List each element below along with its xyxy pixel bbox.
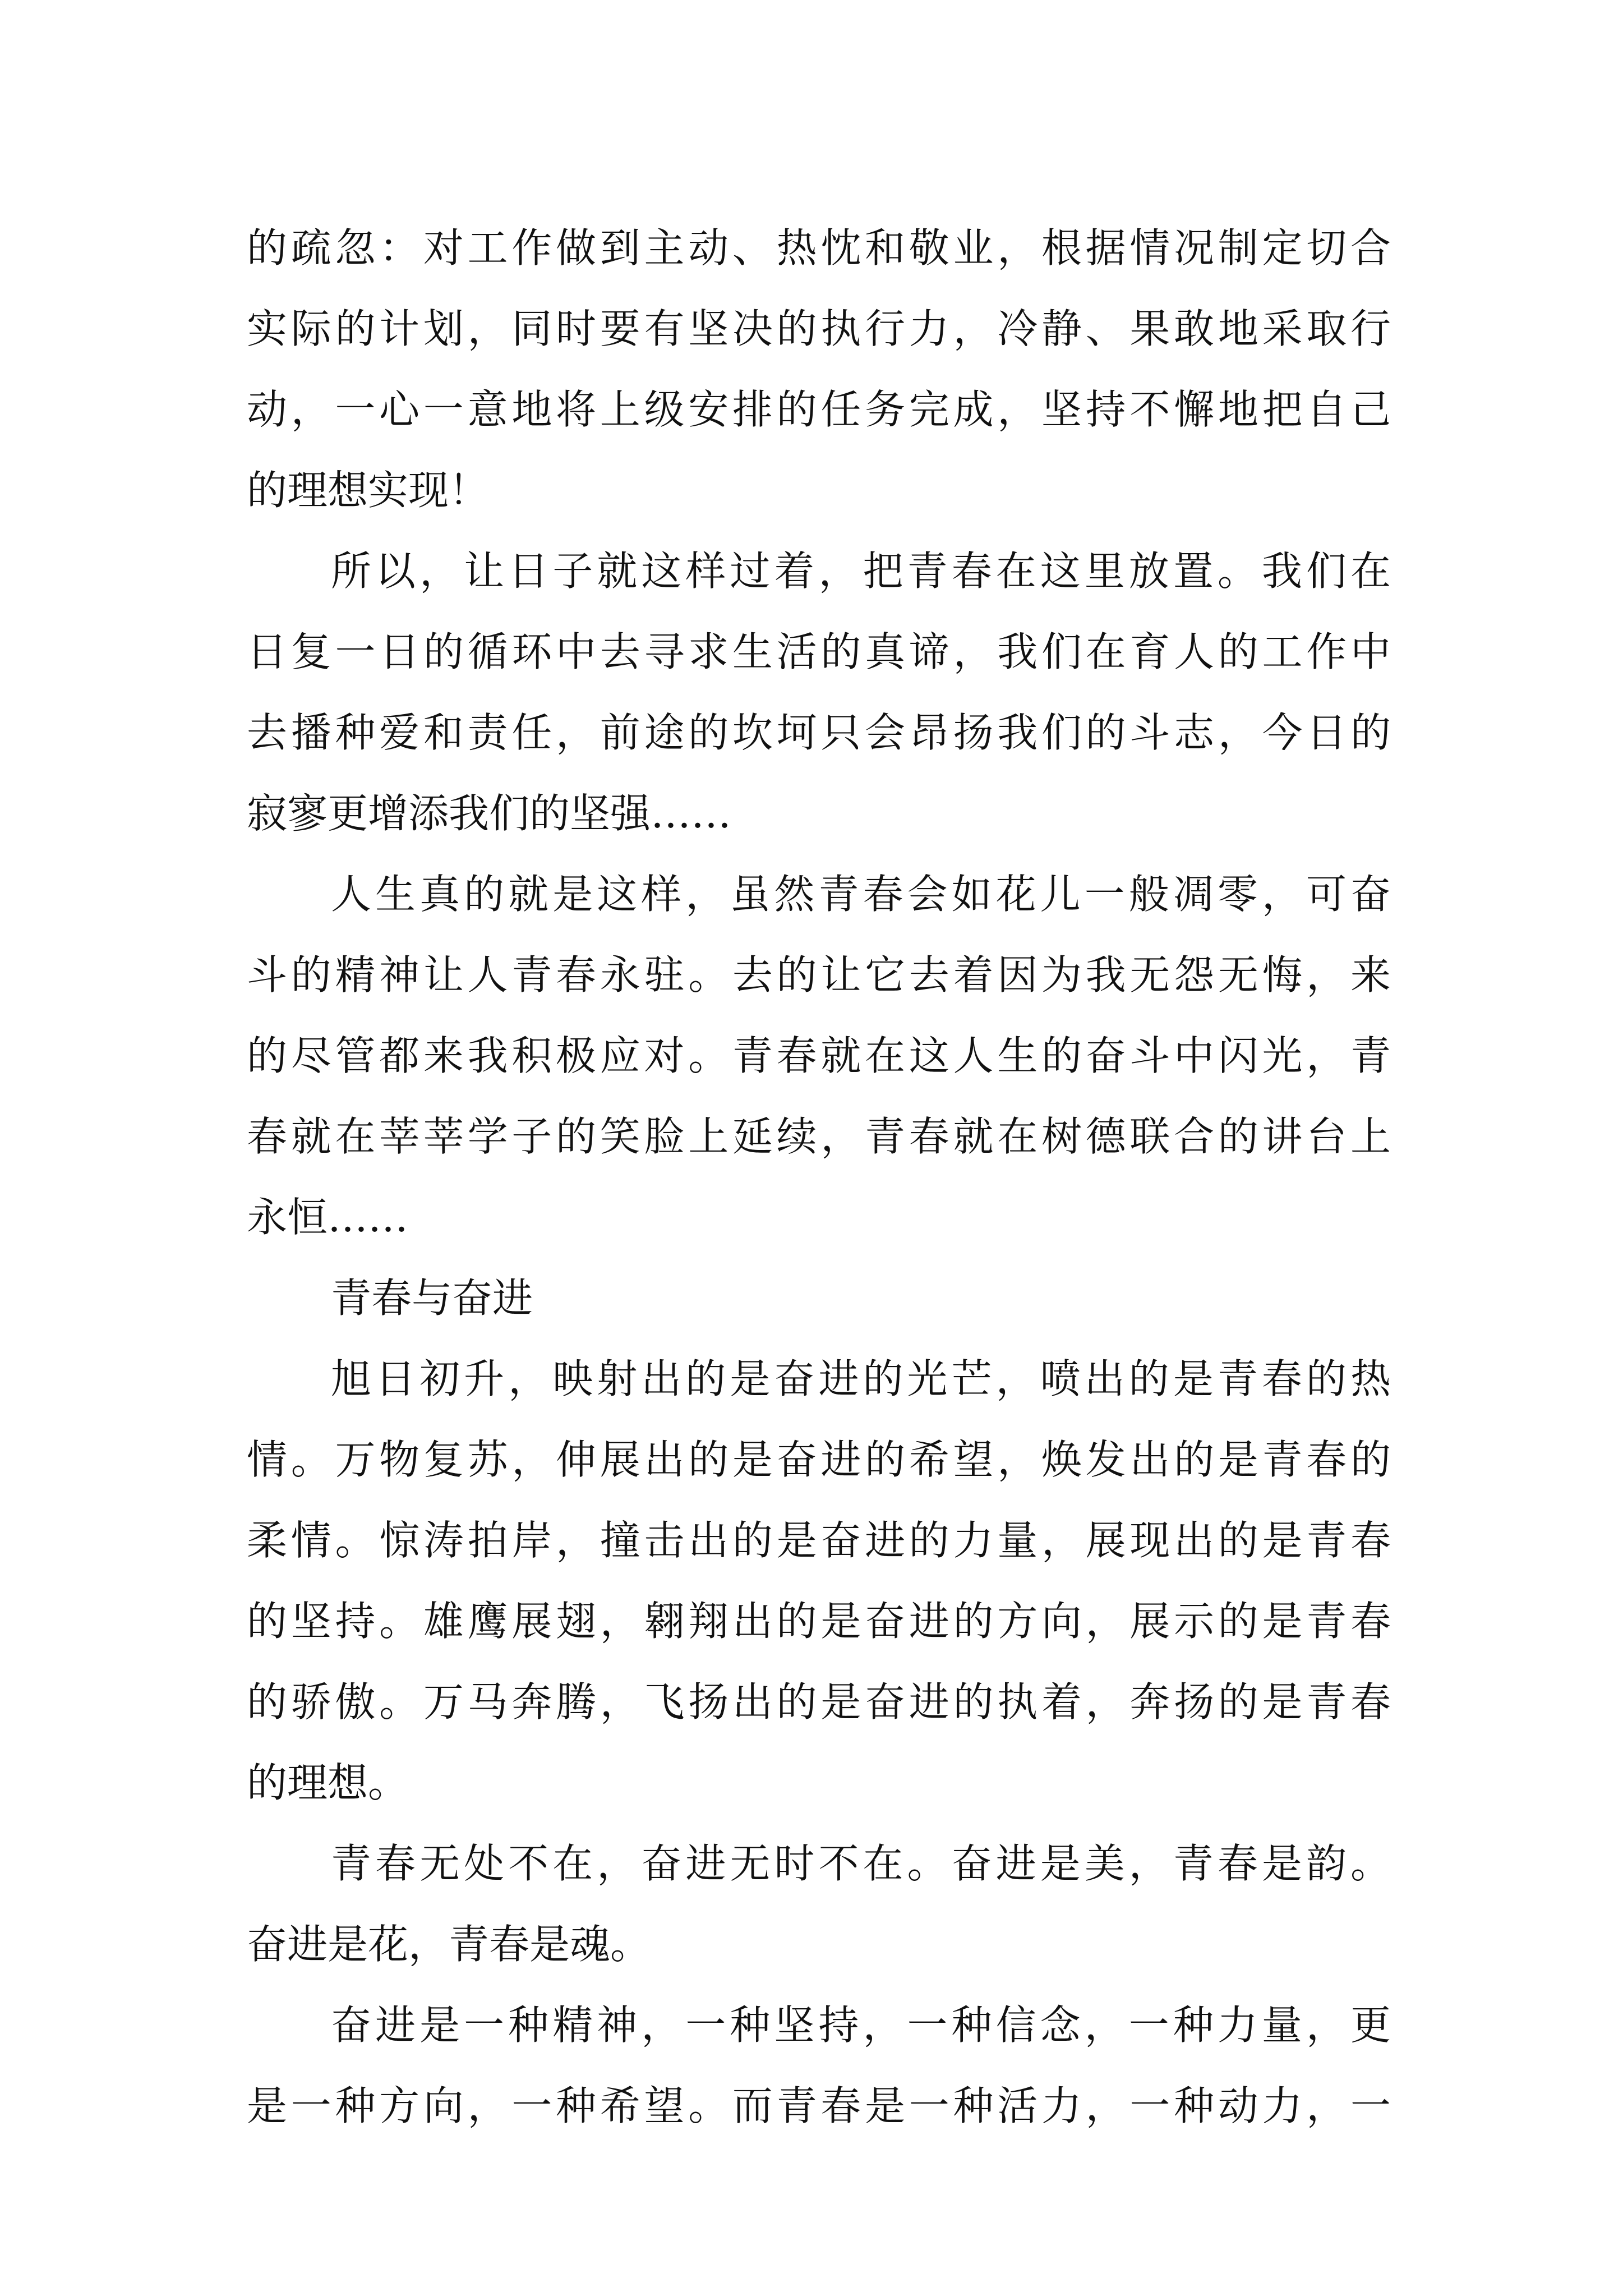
text-line: 春就在莘莘学子的笑脸上延续，青春就在树德联合的讲台上 — [247, 1113, 1391, 1160]
text-line: 所以，让日子就这样过着，把青春在这里放置。我们在 — [331, 547, 1391, 595]
text-line: 去播种爱和责任，前途的坎坷只会昂扬我们的斗志，今日的 — [247, 709, 1391, 756]
text-line: 奋进是花，青春是魂。 — [247, 1921, 651, 1968]
body-text — [247, 208, 1391, 2146]
text-line: 永恒…… — [247, 1194, 409, 1241]
text-line: 柔情。惊涛拍岸，撞击出的是奋进的力量，展现出的是青春 — [247, 1517, 1391, 1564]
text-line: 情。万物复苏，伸展出的是奋进的希望，焕发出的是青春的 — [247, 1436, 1391, 1483]
text-line: 人生真的就是这样，虽然青春会如花儿一般凋零，可奋 — [331, 871, 1391, 918]
text-line: 奋进是一种精神，一种坚持，一种信念，一种力量，更 — [331, 2001, 1391, 2049]
text-line: 旭日初升，映射出的是奋进的光芒，喷出的是青春的热 — [331, 1355, 1391, 1402]
text-line: 的疏忽：对工作做到主动、热忱和敬业，根据情况制定切合 — [247, 224, 1391, 272]
text-line: 青春无处不在，奋进无时不在。奋进是美，青春是韵。 — [331, 1840, 1391, 1887]
text-line: 的理想。 — [247, 1759, 409, 1806]
section-heading: 青春与奋进 — [331, 1274, 533, 1322]
text-line: 实际的计划，同时要有坚决的执行力，冷静、果敢地采取行 — [247, 305, 1391, 352]
text-line: 寂寥更增添我们的坚强…… — [247, 790, 732, 837]
text-line: 的尽管都来我积极应对。青春就在这人生的奋斗中闪光，青 — [247, 1032, 1391, 1079]
text-line: 的理想实现！ — [247, 467, 490, 514]
text-line: 动，一心一意地将上级安排的任务完成，坚持不懈地把自己 — [247, 386, 1391, 433]
text-line: 的骄傲。万马奔腾，飞扬出的是奋进的执着，奔扬的是青春 — [247, 1678, 1391, 1726]
text-line: 日复一日的循环中去寻求生活的真谛，我们在育人的工作中 — [247, 628, 1391, 675]
text-line: 的坚持。雄鹰展翅，翱翔出的是奋进的方向，展示的是青春 — [247, 1598, 1391, 1645]
text-line: 斗的精神让人青春永驻。去的让它去着因为我无怨无悔，来 — [247, 951, 1391, 999]
text-line: 是一种方向，一种希望。而青春是一种活力，一种动力，一 — [247, 2082, 1391, 2129]
